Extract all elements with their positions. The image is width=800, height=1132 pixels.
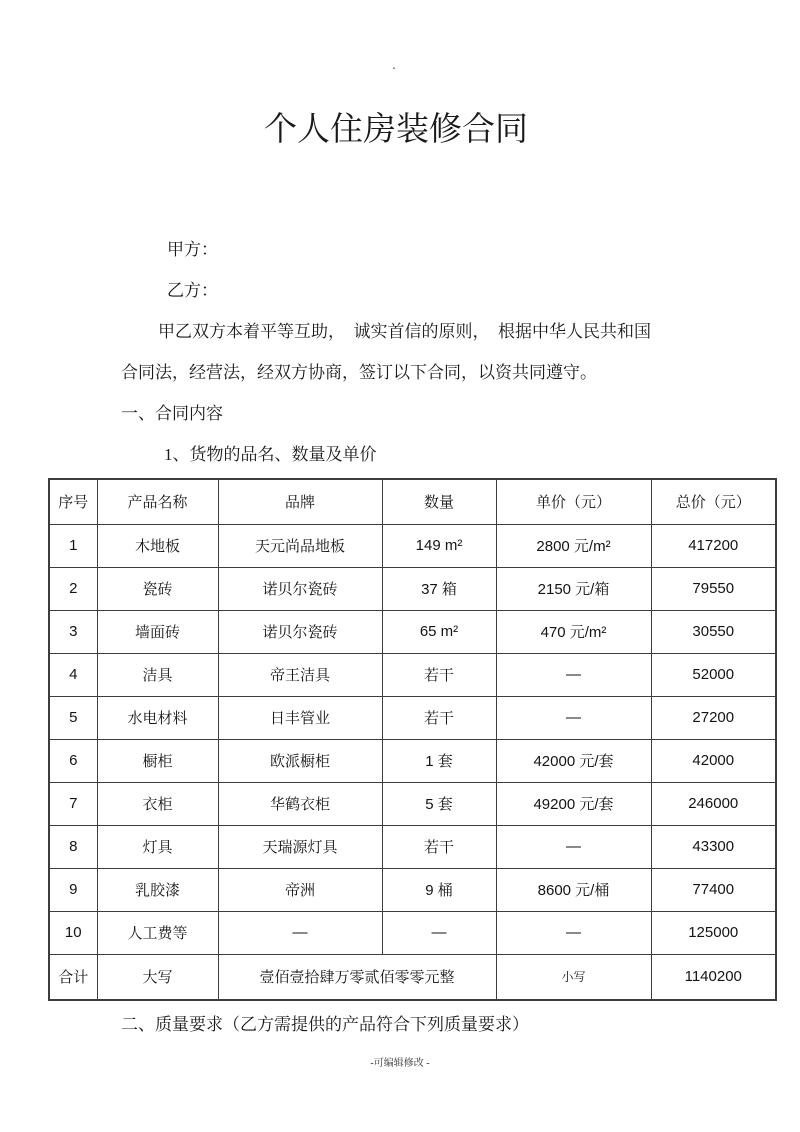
cell-product: 衣柜 [97, 782, 218, 825]
cell-brand: 华鹤衣柜 [218, 782, 382, 825]
footer-watermark: -可编辑修改 - [370, 1058, 430, 1069]
cell-product: 水电材料 [97, 696, 218, 739]
cell-unit-price: 42000 元/套 [496, 739, 651, 782]
cell-total-price: 52000 [651, 653, 776, 696]
preamble-line-1: 甲乙双方本着平等互助， 诚实首信的原则， 根据中华人民共和国 [158, 322, 651, 341]
cell-seq: 5 [49, 696, 97, 739]
preamble-block [121, 229, 741, 475]
cell-seq: 10 [49, 911, 97, 954]
col-header-brand: 品牌 [218, 479, 382, 524]
cell-unit-price: — [496, 911, 651, 954]
cell-product: 乳胶漆 [97, 868, 218, 911]
items-price-table [48, 478, 777, 1001]
cell-product: 灯具 [97, 825, 218, 868]
table-row [49, 868, 776, 911]
amount-in-digits-cell: 1140200 [651, 954, 776, 1000]
table-row [49, 653, 776, 696]
section-1-heading: 一、合同内容 [121, 404, 223, 423]
table-row [49, 739, 776, 782]
cell-total-price: 27200 [651, 696, 776, 739]
cell-brand: 帝王洁具 [218, 653, 382, 696]
cell-total-price: 417200 [651, 524, 776, 567]
cell-total-price: 42000 [651, 739, 776, 782]
cell-total-price: 30550 [651, 610, 776, 653]
cell-seq: 6 [49, 739, 97, 782]
cell-quantity: — [382, 911, 496, 954]
cell-unit-price: 2150 元/箱 [496, 567, 651, 610]
cell-product: 洁具 [97, 653, 218, 696]
cell-product: 木地板 [97, 524, 218, 567]
cell-quantity: 1 套 [382, 739, 496, 782]
cell-seq: 1 [49, 524, 97, 567]
cell-quantity: 37 箱 [382, 567, 496, 610]
cell-brand: 天元尚品地板 [218, 524, 382, 567]
cell-brand: 天瑞源灯具 [218, 825, 382, 868]
cell-total-price: 43300 [651, 825, 776, 868]
table-row [49, 825, 776, 868]
cell-seq: 8 [49, 825, 97, 868]
section-2-heading: 二、质量要求（乙方需提供的产品符合下列质量要求） [121, 1015, 529, 1034]
table-header-row [49, 479, 776, 524]
cell-product: 橱柜 [97, 739, 218, 782]
table-row [49, 696, 776, 739]
col-header-total-price: 总价（元） [651, 479, 776, 524]
cell-brand: — [218, 911, 382, 954]
cell-product: 瓷砖 [97, 567, 218, 610]
cell-brand: 欧派橱柜 [218, 739, 382, 782]
cell-unit-price: 470 元/m² [496, 610, 651, 653]
cell-total-price: 79550 [651, 567, 776, 610]
cell-total-price: 246000 [651, 782, 776, 825]
col-header-unit-price: 单价（元） [496, 479, 651, 524]
cell-quantity: 65 m² [382, 610, 496, 653]
party-a-line: 甲方： [167, 240, 218, 259]
cell-unit-price: 8600 元/桶 [496, 868, 651, 911]
cell-product: 墙面砖 [97, 610, 218, 653]
amount-in-digits-label-cell: 小写 [496, 954, 651, 1000]
cell-brand: 帝洲 [218, 868, 382, 911]
cell-quantity: 若干 [382, 825, 496, 868]
amount-in-words-label-cell: 大写 [97, 954, 218, 1000]
cell-seq: 7 [49, 782, 97, 825]
cell-unit-price: — [496, 825, 651, 868]
table-row [49, 911, 776, 954]
document-title: 个人住房装修合同 [264, 112, 528, 148]
cell-brand: 诺贝尔瓷砖 [218, 610, 382, 653]
total-label-cell: 合计 [49, 954, 97, 1000]
cell-quantity: 149 m² [382, 524, 496, 567]
party-b-line: 乙方： [167, 281, 218, 300]
cell-brand: 日丰管业 [218, 696, 382, 739]
stray-period-mark: . [392, 56, 396, 72]
table-total-row [49, 954, 776, 1000]
cell-total-price: 77400 [651, 868, 776, 911]
preamble-line-2: 合同法，经营法，经双方协商，签订以下合同，以资共同遵守。 [121, 363, 597, 382]
cell-product: 人工费等 [97, 911, 218, 954]
cell-quantity: 9 桶 [382, 868, 496, 911]
amount-in-words-cell: 壹佰壹拾肆万零贰佰零零元整 [218, 954, 496, 1000]
cell-unit-price: 49200 元/套 [496, 782, 651, 825]
table-row [49, 782, 776, 825]
cell-brand: 诺贝尔瓷砖 [218, 567, 382, 610]
col-header-seq: 序号 [49, 479, 97, 524]
cell-quantity: 5 套 [382, 782, 496, 825]
cell-unit-price: — [496, 653, 651, 696]
col-header-quantity: 数量 [382, 479, 496, 524]
cell-unit-price: — [496, 696, 651, 739]
table-row [49, 524, 776, 567]
cell-total-price: 125000 [651, 911, 776, 954]
cell-seq: 2 [49, 567, 97, 610]
cell-unit-price: 2800 元/m² [496, 524, 651, 567]
cell-seq: 9 [49, 868, 97, 911]
cell-quantity: 若干 [382, 696, 496, 739]
table-row [49, 610, 776, 653]
cell-seq: 3 [49, 610, 97, 653]
col-header-product: 产品名称 [97, 479, 218, 524]
section-1-subheading: 1、货物的品名、数量及单价 [164, 445, 377, 464]
cell-quantity: 若干 [382, 653, 496, 696]
cell-seq: 4 [49, 653, 97, 696]
table-row [49, 567, 776, 610]
